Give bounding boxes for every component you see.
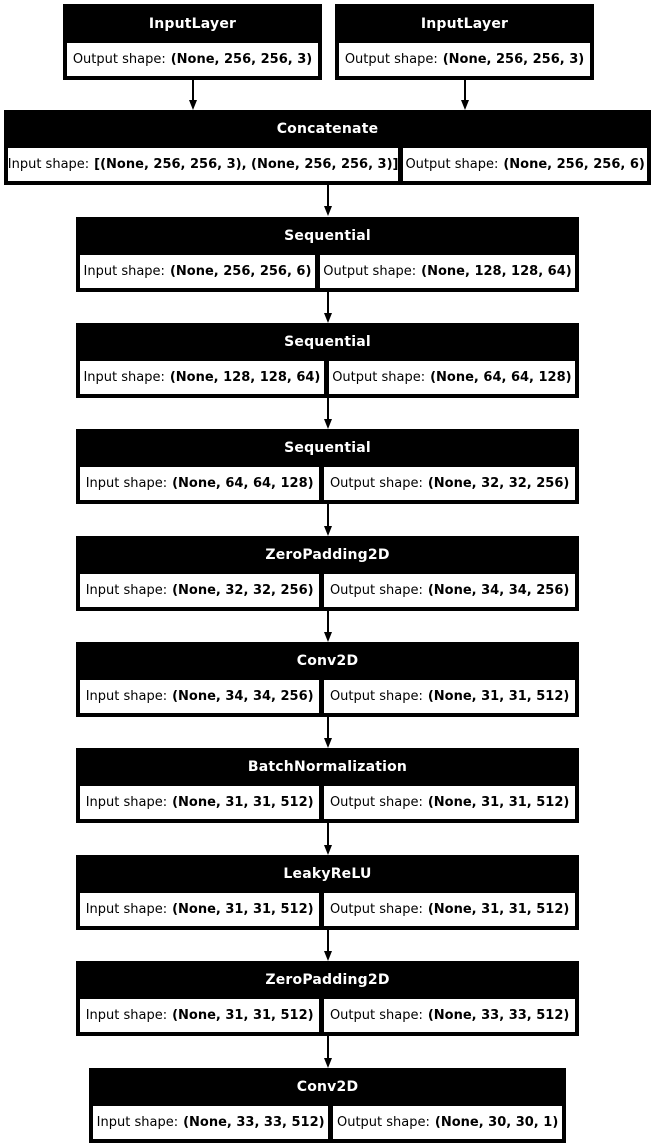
layer-title: ZeroPadding2D (265, 972, 390, 988)
edge-line (327, 823, 329, 845)
output-shape-cell (324, 467, 575, 500)
input-shape-cell (80, 361, 324, 394)
shape-value: (None, 256, 256, 6) (503, 157, 645, 172)
input-shape-cell (80, 893, 319, 926)
input-shape-cell (8, 148, 398, 181)
input-shape-cell (80, 574, 319, 607)
shape-label: Output shape: (329, 1008, 423, 1023)
layer-title: Sequential (284, 334, 371, 350)
edge-line (327, 398, 329, 419)
layer-title: InputLayer (420, 15, 509, 32)
arrowhead-icon (461, 100, 469, 110)
shape-value: (None, 256, 256, 3) (170, 52, 313, 67)
edge-line (327, 717, 329, 738)
edge-line (192, 80, 194, 100)
shape-label: Input shape: (85, 689, 168, 704)
layer-node-zero-padding2d-2 (76, 961, 579, 1036)
shape-label: Output shape: (405, 157, 499, 172)
shape-value: (None, 31, 31, 512) (172, 1008, 314, 1023)
layer-node-input-layer-1 (63, 4, 322, 80)
shape-value: (None, 256, 256, 6) (169, 264, 312, 279)
output-shape-cell (320, 255, 575, 288)
output-shape-cell (324, 680, 575, 713)
layer-node-leaky-relu (76, 855, 579, 930)
arrowhead-icon (324, 313, 332, 323)
shape-value: (None, 31, 31, 512) (427, 902, 570, 917)
edge-line (327, 611, 329, 632)
shape-label: Output shape: (336, 1115, 430, 1130)
input-shape-cell (80, 255, 315, 288)
edge-arrow-input1-concatenate (188, 80, 197, 110)
edge-arrow-conv1-batchnorm (323, 717, 332, 748)
arrowhead-icon (324, 738, 332, 748)
input-shape-cell (80, 999, 319, 1032)
layer-node-batch-normalization (76, 748, 579, 823)
edge-arrow-concatenate-sequential1 (323, 185, 332, 216)
shape-value: (None, 128, 128, 64) (421, 264, 572, 279)
shape-label: Input shape: (85, 902, 168, 917)
layer-title: Sequential (284, 228, 371, 244)
output-shape-cell (324, 999, 575, 1032)
shape-value: (None, 64, 64, 128) (430, 370, 572, 385)
shape-label: Input shape: (85, 476, 168, 491)
edge-line (327, 185, 329, 206)
shape-label: Input shape: (8, 157, 90, 172)
shape-value: [(None, 256, 256, 3), (None, 256, 256, 3)] (94, 157, 399, 172)
shape-value: (None, 32, 32, 256) (172, 583, 314, 598)
shape-label: Output shape: (329, 902, 423, 917)
output-shape-cell (339, 43, 590, 76)
layer-node-sequential-2 (76, 323, 579, 398)
shape-label: Input shape: (83, 264, 165, 279)
shape-value: (None, 64, 64, 128) (172, 476, 314, 491)
edge-arrow-sequential1-sequential2 (323, 292, 332, 323)
shape-label: Input shape: (85, 1008, 168, 1023)
shape-value: (None, 31, 31, 512) (427, 795, 570, 810)
output-shape-cell (67, 43, 318, 76)
layer-title: Concatenate (276, 121, 379, 137)
edge-line (327, 504, 329, 526)
layer-title: BatchNormalization (247, 759, 408, 775)
input-shape-cell (93, 1106, 328, 1139)
arrowhead-icon (324, 845, 332, 855)
edge-arrow-sequential2-sequential3 (323, 398, 332, 429)
edge-arrow-input2-concatenate (460, 80, 469, 110)
shape-value: (None, 32, 32, 256) (427, 476, 570, 491)
shape-label: Input shape: (85, 583, 168, 598)
shape-label: Output shape: (72, 52, 166, 67)
shape-label: Input shape: (96, 1115, 179, 1130)
shape-value: (None, 31, 31, 512) (172, 795, 314, 810)
shape-value: (None, 33, 33, 512) (183, 1115, 325, 1130)
arrowhead-icon (324, 526, 332, 536)
layer-title: Sequential (284, 440, 371, 456)
shape-value: (None, 31, 31, 512) (427, 689, 570, 704)
arrowhead-icon (324, 206, 332, 216)
shape-label: Output shape: (323, 264, 417, 279)
edge-line (464, 80, 466, 100)
edge-line (327, 930, 329, 951)
shape-label: Output shape: (329, 583, 423, 598)
shape-value: (None, 30, 30, 1) (434, 1115, 559, 1130)
arrowhead-icon (324, 1058, 332, 1068)
shape-value: (None, 34, 34, 256) (172, 689, 314, 704)
shape-label: Output shape: (332, 370, 426, 385)
edge-arrow-leakyrelu-zeropadding2 (323, 930, 332, 961)
input-shape-cell (80, 680, 319, 713)
output-shape-cell (403, 148, 647, 181)
input-shape-cell (80, 786, 319, 819)
arrowhead-icon (324, 419, 332, 429)
layer-node-concatenate (4, 110, 651, 185)
edge-arrow-batchnorm-leakyrelu (323, 823, 332, 855)
output-shape-cell (324, 893, 575, 926)
shape-label: Input shape: (85, 795, 168, 810)
shape-label: Output shape: (329, 795, 423, 810)
layer-node-input-layer-2 (335, 4, 594, 80)
output-shape-cell (324, 574, 575, 607)
shape-value: (None, 34, 34, 256) (427, 583, 570, 598)
layer-node-conv2d-2 (89, 1068, 566, 1143)
output-shape-cell (329, 361, 575, 394)
output-shape-cell (324, 786, 575, 819)
layer-node-zero-padding2d-1 (76, 536, 579, 611)
layer-node-sequential-1 (76, 217, 579, 292)
shape-value: (None, 33, 33, 512) (427, 1008, 570, 1023)
shape-value: (None, 31, 31, 512) (172, 902, 314, 917)
layer-node-sequential-3 (76, 429, 579, 504)
shape-label: Input shape: (83, 370, 165, 385)
arrowhead-icon (324, 951, 332, 961)
input-shape-cell (80, 467, 319, 500)
edge-arrow-sequential3-zeropadding1 (323, 504, 332, 536)
shape-label: Output shape: (344, 52, 438, 67)
edge-arrow-zeropadding1-conv1 (323, 611, 332, 642)
layer-node-conv2d-1 (76, 642, 579, 717)
shape-value: (None, 128, 128, 64) (169, 370, 321, 385)
layer-title: Conv2D (296, 1079, 359, 1095)
layer-title: InputLayer (148, 15, 237, 32)
shape-label: Output shape: (329, 689, 423, 704)
output-shape-cell (333, 1106, 562, 1139)
layer-title: ZeroPadding2D (265, 547, 390, 563)
edge-arrow-zeropadding2-conv2 (323, 1036, 332, 1068)
shape-label: Output shape: (329, 476, 423, 491)
edge-line (327, 1036, 329, 1058)
arrowhead-icon (189, 100, 197, 110)
shape-value: (None, 256, 256, 3) (442, 52, 585, 67)
edge-line (327, 292, 329, 313)
layer-title: Conv2D (296, 653, 359, 669)
layer-title: LeakyReLU (283, 866, 372, 882)
arrowhead-icon (324, 632, 332, 642)
